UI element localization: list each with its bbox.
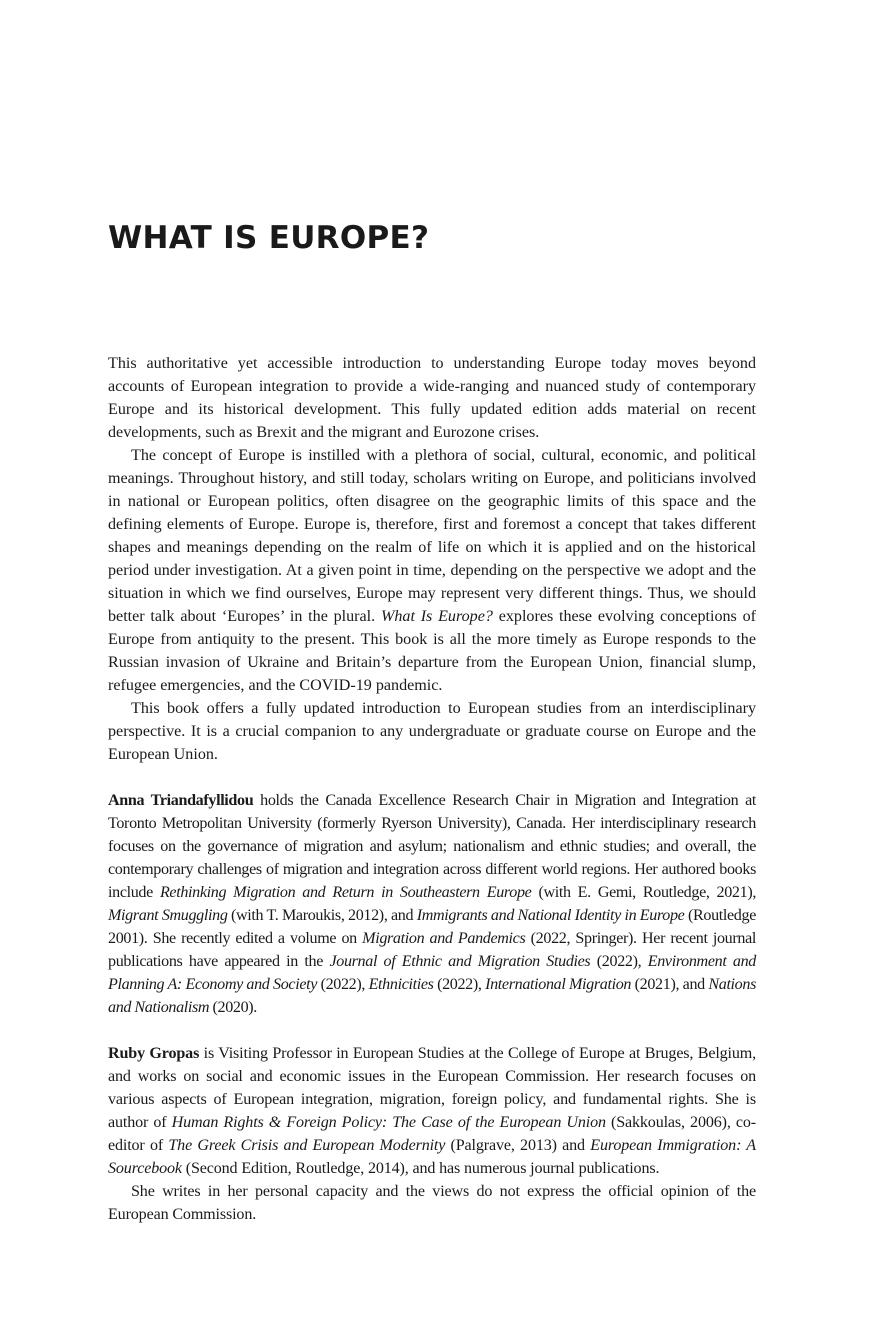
book-title: Human Rights & Foreign Policy: The Case of the European Union [171, 1114, 606, 1131]
bio-text: (Sakkoulas, 2006), co-editor of [108, 1114, 756, 1154]
bio-text: (Routledge 2001). She recently edited a volume on [108, 907, 756, 947]
description-paragraph-2 [108, 444, 756, 697]
section-spacer [108, 766, 756, 789]
author-bio-gropas [108, 1042, 756, 1180]
journal-title: Nations and Nationalism [108, 976, 756, 1016]
bio-text: (Palgrave, 2013) and [445, 1137, 591, 1154]
bio-text: (2020). [209, 999, 257, 1016]
book-title: Migrant Smuggling [108, 907, 228, 924]
page-content [108, 352, 756, 1226]
book-title-reference: What Is Europe? [380, 608, 493, 625]
journal-title: International Migration [485, 976, 632, 993]
description-paragraph-2-text-b: explores these evolving conceptions of Europe from antiquity to the present. This book is all the more timely as Europe responds to the Russian invasion of Ukraine and Britain’s departure from the European Union, financial slump, refugee emergencies, and the COVID-19 pandemic. [108, 608, 756, 694]
bio-text: (2021), and [631, 976, 709, 993]
journal-title: Journal of Ethnic and Migration Studies [329, 953, 591, 970]
author-name: Ruby Gropas [108, 1045, 200, 1062]
description-paragraph-3: This book offers a fully updated introduction to European studies from an interdisciplinary perspective. It is a crucial companion to any undergraduate or graduate course on Europe and the European Union. [108, 700, 756, 763]
description-paragraph-2-text-a: The concept of Europe is instilled with a plethora of social, cultural, economic, and political meanings. Throughout history, and still today, scholars writing on Europe, and politicians involved in national or European politics, often disagree on the geographic limits of this space and the defining elements of Europe. Europe is, therefore, first and foremost a concept that takes different shapes and meanings depending on the realm of life on which it is applied and on the historical period under investigation. At a given point in time, depending on the perspective we adopt and the situation in which we find ourselves, Europe may represent very different things. Thus, we should better talk about ‘Europes’ in the plural. [108, 447, 756, 625]
book-title: Migration and Pandemics [362, 930, 526, 947]
bio-text: (2022), [590, 953, 648, 970]
page-title: WHAT IS EUROPE? [108, 220, 430, 256]
description-paragraph-1: This authoritative yet accessible introduction to understanding Europe today moves beyond accounts of European integration to provide a wide-ranging and nuanced study of contemporary Europe and its historical development. This fully updated edition adds material on recent developments, such as Brexit and the migrant and Eurozone crises. [108, 355, 756, 441]
bio-text: (2022, Springer). Her recent journal publications have appeared in the [108, 930, 756, 970]
book-title: The Greek Crisis and European Modernity [168, 1137, 446, 1154]
author-name: Anna Triandafyllidou [108, 792, 254, 809]
bio-text: (with E. Gemi, Routledge, 2021), [531, 884, 757, 901]
author-bio-triandafyllidou [108, 789, 756, 1019]
bio-text: (2022), [433, 976, 486, 993]
journal-title: Environment and Planning A: Economy and Society [108, 953, 756, 993]
bio-text: (Second Edition, Routledge, 2014), and has numerous journal publications. [181, 1160, 660, 1177]
bio-text: (2022), [317, 976, 369, 993]
journal-title: Ethnicities [368, 976, 434, 993]
book-title: Immigrants and National Identity in Europe [416, 907, 685, 924]
bio-text: is Visiting Professor in European Studies at the College of Europe at Bruges, Belgium, and works on social and economic issues in the European Commission. Her research focuses on various aspects of European integration, migration, foreign policy, and fundamental rights. She is author of [108, 1045, 756, 1131]
bio-text: (with T. Maroukis, 2012), and [227, 907, 417, 924]
book-title: Rethinking Migration and Return in Southeastern Europe [159, 884, 532, 901]
section-spacer [108, 1019, 756, 1042]
bio-text: holds the Canada Excellence Research Chair in Migration and Integration at Toronto Metropolitan University (formerly Ryerson University), Canada. Her interdisciplinary research focuses on the governance of migration and asylum; nationalism and ethnic studies; and overall, the contemporary challenges of migration and integration across different world regions. Her authored books include [108, 792, 757, 901]
book-title: European Immigration: A Sourcebook [108, 1137, 756, 1177]
author-bio-gropas-disclaimer: She writes in her personal capacity and the views do not express the official opinion of the European Commission. [108, 1183, 756, 1223]
